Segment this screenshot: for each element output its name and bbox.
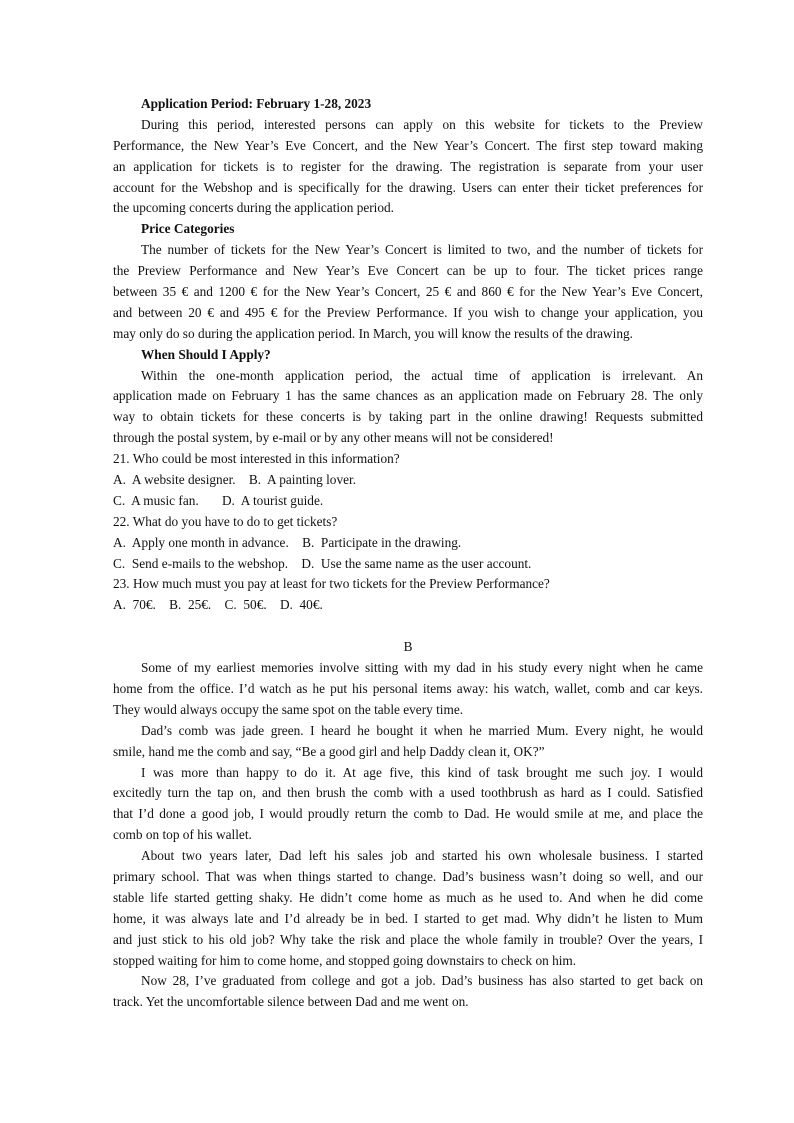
- heading-application-period: Application Period: February 1-28, 2023: [141, 96, 372, 111]
- para1-line-5: the upcoming concerts during the application period.: [113, 200, 395, 216]
- b-para3-line-2: excitedly turn the tap on, and then brush the comb with a used toothbrush as hard as I could. Satisfied: [113, 785, 703, 801]
- para1-line-4: account for the Webshop and is specifically for the drawing. Users can enter their ticket preferences for: [113, 179, 703, 195]
- document-page: [113, 94, 703, 1013]
- para1-line-1: During this period, interested persons can apply on this website for tickets to the Preview: [141, 116, 703, 132]
- para3-line-2: application made on February 1 has the same chances as an application made on February 28. The only: [113, 388, 703, 404]
- question-21-options-ab: A. A website designer. B. A painting lover.: [113, 472, 357, 488]
- para3-line-3: way to obtain tickets for these concerts is by taking part in the online drawing! Requests submitted: [113, 409, 703, 425]
- b-para2-line-1: Dad’s comb was jade green. I heard he bought it when he married Mum. Every night, he would: [141, 722, 703, 738]
- b-para4-line-3: stable life started getting shaky. He didn’t come home as much as he used to. And when he did come: [113, 889, 703, 905]
- question-22-options-cd: C. Send e-mails to the webshop. D. Use the same name as the user account.: [113, 555, 532, 571]
- para3-line-1: Within the one-month application period, the actual time of application is irrelevant. An: [141, 367, 703, 383]
- question-22-stem: 22. What do you have to do to get tickets?: [113, 513, 338, 529]
- question-21-stem: 21. Who could be most interested in this information?: [113, 451, 400, 467]
- b-para1-line-2: home from the office. I’d watch as he put his personal items away: his watch, wallet, comb and car keys.: [113, 680, 703, 696]
- para3-line-4: through the postal system, by e-mail or by any other means will not be considered!: [113, 430, 554, 446]
- b-para4-line-5: and just stick to his old job? Why take the risk and place the whole family in trouble? Over the years, I: [113, 931, 703, 947]
- question-22-options-ab: A. Apply one month in advance. B. Participate in the drawing.: [113, 534, 462, 550]
- b-para4-line-4: home, it was always late and I’d already be in bed. I started to get mad. Why didn’t he listen to Mum: [113, 910, 703, 926]
- question-21-options-cd: C. A music fan. D. A tourist guide.: [113, 492, 324, 508]
- question-23-options: A. 70€. B. 25€. C. 50€. D. 40€.: [113, 597, 323, 613]
- section-gap: [113, 616, 703, 637]
- b-para4-line-1: About two years later, Dad left his sales job and started his own wholesale business. I started: [141, 848, 703, 864]
- para2-line-1: The number of tickets for the New Year’s Concert is limited to two, and the number of tickets for: [141, 242, 703, 258]
- b-para5-line-1: Now 28, I’ve graduated from college and got a job. Dad’s business has also started to get back on: [141, 973, 703, 989]
- para2-line-4: and between 20 € and 495 € for the Preview Performance. If you wish to change your application, you: [113, 304, 703, 320]
- para2-line-2: the Preview Performance and New Year’s Eve Concert can be up to four. The ticket prices range: [113, 263, 703, 279]
- heading-when-apply: When Should I Apply?: [141, 346, 271, 362]
- b-para1-line-1: Some of my earliest memories involve sitting with my dad in his study every night when he came: [141, 660, 703, 676]
- para1-line-3: an application for tickets is to register for the drawing. The registration is separate from your user: [113, 158, 703, 174]
- para1-line-2: Performance, the New Year’s Eve Concert, and the New Year’s Concert. The first step toward making: [113, 137, 703, 153]
- section-b-label: B: [403, 639, 413, 655]
- b-para2-line-2: smile, hand me the comb and say, “Be a good girl and help Daddy clean it, OK?”: [113, 743, 545, 759]
- b-para3-line-4: comb on top of his wallet.: [113, 827, 252, 843]
- b-para4-line-6: stopped waiting for him to come home, and stopped going downstairs to check on him.: [113, 952, 577, 968]
- b-para1-line-3: They would always occupy the same spot on the table every time.: [113, 701, 464, 717]
- para2-line-5: may only do so during the application period. In March, you will know the results of the drawing.: [113, 325, 633, 341]
- question-23-stem: 23. How much must you pay at least for two tickets for the Preview Performance?: [113, 576, 550, 592]
- b-para5-line-2: track. Yet the uncomfortable silence between Dad and me went on.: [113, 994, 469, 1010]
- b-para4-line-2: primary school. That was when things started to change. Dad’s business wasn’t doing so well, and our: [113, 868, 703, 884]
- b-para3-line-3: that I’d done a good job, I would proudly return the comb to Dad. He would smile at me, and place the: [113, 806, 703, 822]
- para2-line-3: between 35 € and 1200 € for the New Year’s Concert, 25 € and 860 € for the New Year’s Eve Concert,: [113, 284, 703, 300]
- b-para3-line-1: I was more than happy to do it. At age five, this kind of task brought me such joy. I would: [141, 764, 703, 780]
- heading-price-categories: Price Categories: [141, 221, 235, 237]
